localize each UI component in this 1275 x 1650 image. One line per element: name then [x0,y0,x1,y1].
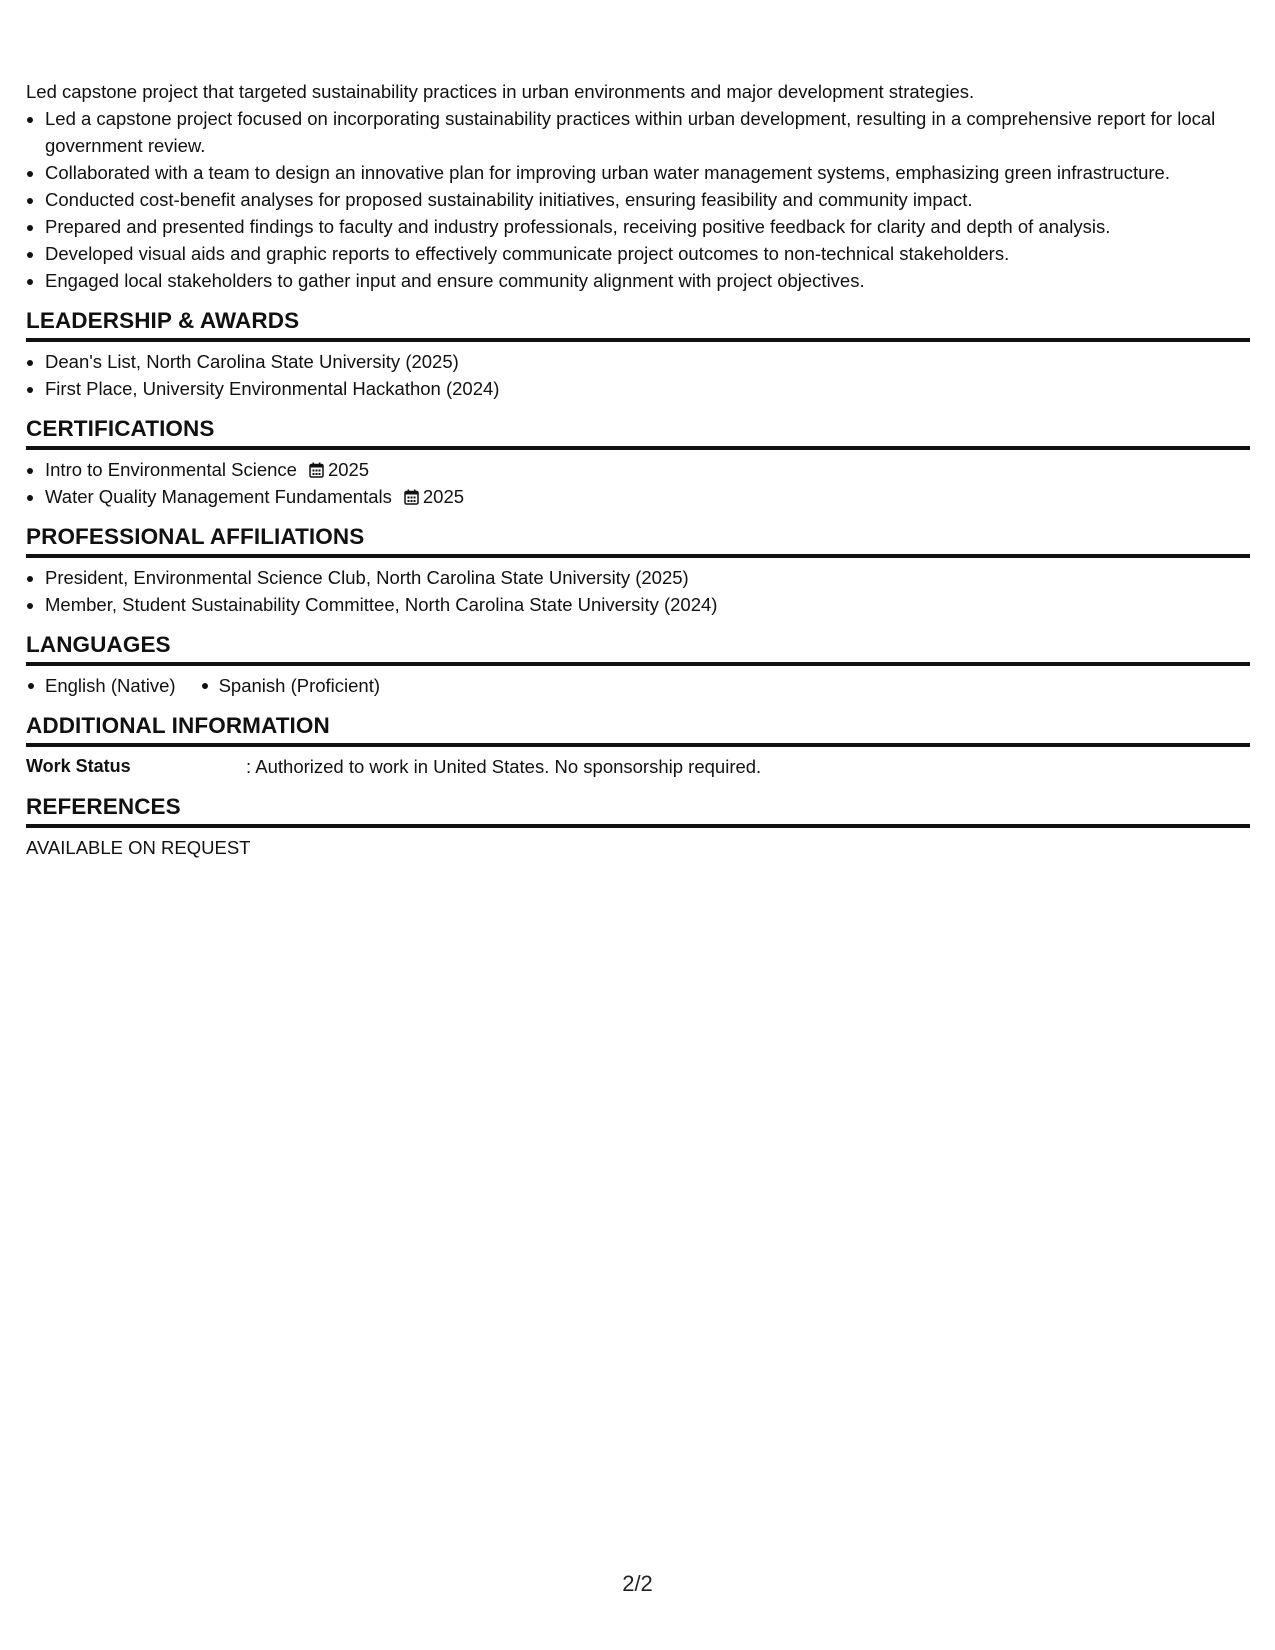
references-section [26,792,1250,861]
list-item: • Prepared and presented findings to faculty and industry professionals, receiving positive feedback for clarity and depth of analysis. [45,213,1250,240]
calendar-icon [309,462,324,478]
list-item: • Engaged local stakeholders to gather input and ensure community alignment with project objectives. [45,267,1250,294]
list-item: • Conducted cost-benefit analyses for proposed sustainability initiatives, ensuring feasibility and community impact. [45,186,1250,213]
section-heading: CERTIFICATIONS [26,414,1250,450]
certifications-list [26,456,1250,510]
certification-name: Water Quality Management Fundamentals [45,486,392,507]
section-heading: REFERENCES [26,792,1250,828]
calendar-icon [404,489,419,505]
leadership-list [26,348,1250,402]
section-heading: LEADERSHIP & AWARDS [26,306,1250,342]
section-heading: PROFESSIONAL AFFILIATIONS [26,522,1250,558]
page-number: 2/2 [622,1571,653,1596]
languages-list [26,672,1250,699]
project-bullet-list [26,105,1250,294]
work-status-row [26,753,1250,780]
affiliations-list [26,564,1250,618]
section-heading: ADDITIONAL INFORMATION [26,711,1250,747]
project-intro: Led capstone project that targeted sustainability practices in urban environments and major development strategies. [26,81,975,102]
list-item: • Led a capstone project focused on incorporating sustainability practices within urban development, resulting in a comprehensive report for local government review. [45,105,1250,159]
certifications-section [26,414,1250,510]
additional-info-section [26,711,1250,780]
list-item: Spanish (Proficient) [200,672,380,699]
list-item: • Member, Student Sustainability Committee, North Carolina State University (2024) [45,591,1250,618]
work-status-label: Work Status [26,756,131,776]
list-item: • First Place, University Environmental Hackathon (2024) [45,375,1250,402]
list-item [45,483,1250,510]
certification-year: 2025 [327,459,370,480]
references-text: AVAILABLE ON REQUEST [26,837,251,858]
list-item: • Collaborated with a team to design an innovative plan for improving urban water management systems, emphasizing green infrastructure. [45,159,1250,186]
resume-page [26,78,1250,861]
work-status-value: : Authorized to work in United States. No sponsorship required. [246,756,762,777]
certification-name: Intro to Environmental Science [45,459,297,480]
list-item: • President, Environmental Science Club, North Carolina State University (2025) [45,564,1250,591]
list-item: English (Native) [26,672,176,699]
section-heading: LANGUAGES [26,630,1250,666]
list-item: • Dean's List, North Carolina State University (2025) [45,348,1250,375]
list-item: • Developed visual aids and graphic reports to effectively communicate project outcomes to non-technical stakeholders. [45,240,1250,267]
affiliations-section [26,522,1250,618]
languages-section [26,630,1250,699]
list-item [45,456,1250,483]
certification-year: 2025 [422,486,465,507]
leadership-section [26,306,1250,402]
